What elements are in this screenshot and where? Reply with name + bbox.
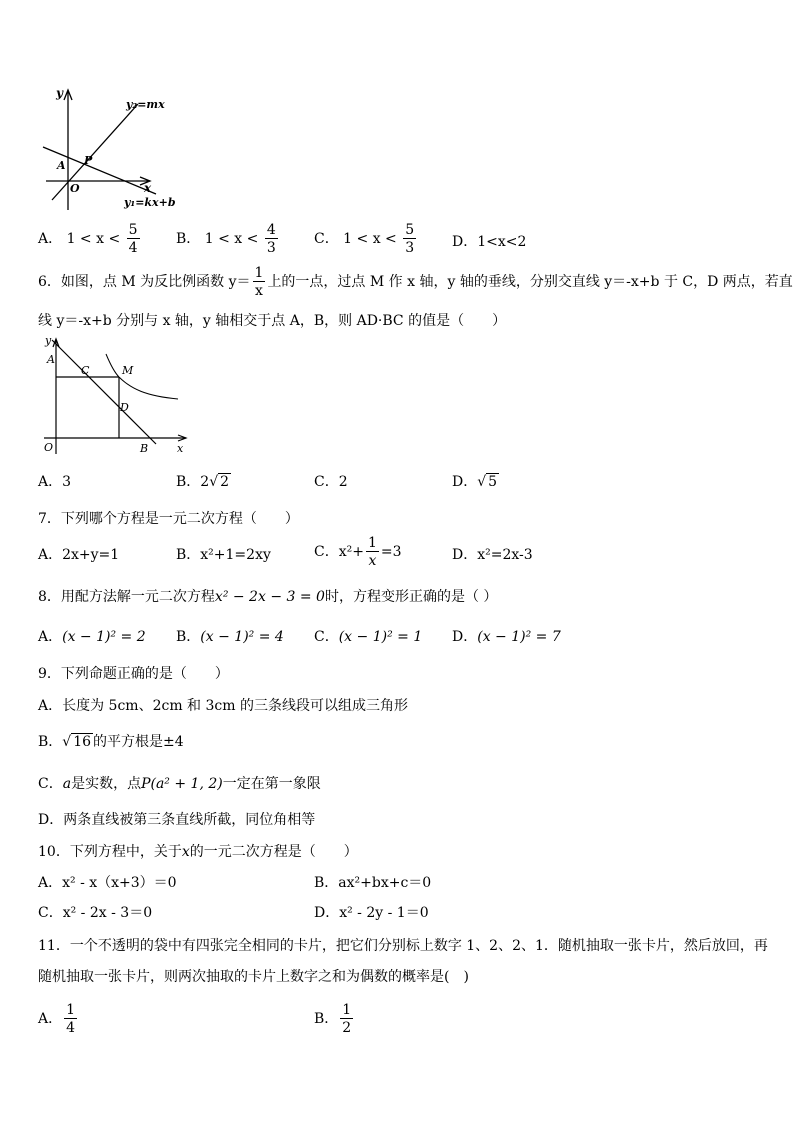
variable: x [181, 844, 190, 860]
q9-option-d: D．两条直线被第三条直线所截，同位角相等 [38, 812, 316, 828]
option-letter: B． [176, 629, 201, 645]
equation: (x − 1)² = 7 [477, 629, 561, 645]
numerator: 1 [367, 535, 377, 551]
q6-option-b [176, 473, 231, 491]
q7-option-c [314, 536, 402, 568]
q11-option-b [314, 1003, 355, 1035]
fraction [340, 1003, 353, 1035]
denominator: 4 [66, 1020, 76, 1036]
graph1-origin: O [70, 182, 80, 195]
denominator: x [368, 553, 377, 569]
option-letter: C． [38, 776, 63, 792]
q5-option-b [176, 223, 280, 255]
denominator: 3 [266, 240, 276, 256]
q6-option-c: C．2 [314, 474, 348, 490]
q11-stem-line1: 11．一个不透明的袋中有四张完全相同的卡片，把它们分别标上数字 1、2、2、1．随机抽取一张卡片，然后放回，再 [38, 938, 768, 954]
q10-option-c: C．x² - 2x - 3＝0 [38, 905, 153, 921]
q8-option-a [38, 628, 146, 646]
option-letter: B． [176, 231, 201, 247]
q6-option-a: A．3 [38, 474, 72, 490]
denominator: 4 [128, 240, 138, 256]
q8-stem [38, 588, 497, 606]
denominator: x [255, 283, 263, 299]
option-letter: A． [38, 231, 63, 247]
point-expression: P(a² + 1, 2) [141, 776, 223, 792]
q10-option-a: A．x² - x（x+3）＝0 [38, 875, 177, 891]
graph2-origin: O [44, 441, 54, 454]
fraction [64, 1003, 77, 1035]
option-text: 1 < x < [204, 231, 259, 247]
option-text: 1 < x < [66, 231, 121, 247]
q10-option-d: D．x² - 2y - 1＝0 [314, 905, 429, 921]
graph1-y-label: y [56, 86, 63, 100]
stem-text: 时，方程变形正确的是（ ） [324, 589, 498, 605]
denominator: 2 [342, 1020, 352, 1036]
equation: x² − 2x − 3 = 0 [214, 589, 325, 605]
q10-stem [38, 843, 358, 861]
numerator: 4 [266, 222, 276, 238]
q5-graph [38, 82, 188, 212]
denominator: 3 [405, 240, 415, 256]
graph2-y-label: y [45, 334, 52, 347]
numerator: 1 [254, 265, 264, 281]
equation: (x − 1)² = 1 [338, 629, 423, 645]
sqrt: √ 16 [62, 734, 92, 750]
graph2-point-m: M [122, 364, 134, 377]
option-letter: B． [314, 1011, 339, 1027]
option-letter: B． [38, 734, 63, 750]
option-text: C．x²+ [314, 544, 364, 560]
q5-option-c [314, 223, 418, 255]
numerator: 5 [128, 222, 138, 238]
stem-text: 8．用配方法解一元二次方程 [38, 589, 215, 605]
option-text: 是实数，点 [71, 776, 142, 792]
sqrt: √ 5 [477, 474, 498, 490]
numerator: 5 [405, 222, 415, 238]
q6-stem-line1 [38, 266, 793, 298]
q8-option-c [314, 628, 422, 646]
option-text: B．2 [176, 474, 210, 490]
option-letter: C． [314, 231, 339, 247]
q6-stem-line2: 线 y＝-x+b 分别与 x 轴，y 轴相交于点 A，B，则 AD·BC 的值是（ ） [38, 313, 507, 329]
graph2-point-c: C [81, 364, 90, 377]
option-letter: A． [38, 1011, 63, 1027]
q9-option-b [38, 733, 184, 751]
graph1-point-a: A [57, 159, 66, 172]
stem-text: 10．下列方程中，关于 [38, 844, 182, 860]
equation: (x − 1)² = 4 [200, 629, 284, 645]
q11-option-a [38, 1003, 79, 1035]
q6-option-d [452, 473, 499, 491]
option-text: 1 < x < [343, 231, 397, 247]
numerator: 1 [342, 1002, 352, 1018]
q8-option-d [452, 628, 561, 646]
fraction [253, 266, 266, 298]
graph2-point-d: D [120, 401, 129, 414]
q10-option-b: B．ax²+bx+c＝0 [314, 875, 432, 891]
q7-option-b: B．x²+1=2xy [176, 547, 271, 563]
option-letter: D． [452, 474, 478, 490]
q9-stem: 9．下列命题正确的是（ ） [38, 666, 229, 682]
option-text: 一定在第一象限 [222, 776, 321, 792]
graph2-point-a: A [47, 353, 55, 366]
graph2-x-label: x [177, 442, 184, 455]
q5-option-d [452, 233, 526, 251]
q8-option-b [176, 628, 284, 646]
fraction [366, 536, 379, 568]
option-letter: D． [452, 629, 478, 645]
radicand: 2 [220, 474, 230, 490]
graph2-point-b: B [140, 442, 149, 455]
q9-option-a: A．长度为 5cm、2cm 和 3cm 的三条线段可以组成三角形 [38, 698, 408, 714]
option-text: 的平方根是±4 [93, 734, 184, 750]
fraction [265, 223, 278, 255]
option-text: =3 [380, 544, 402, 560]
stem-text: 6．如图，点 M 为反比例函数 y＝ [38, 274, 251, 290]
q7-option-a: A．2x+y=1 [38, 547, 120, 563]
fraction [127, 223, 140, 255]
q7-stem: 7．下列哪个方程是一元二次方程（ ） [38, 511, 299, 527]
q6-graph [36, 334, 196, 458]
q9-option-c [38, 775, 321, 793]
q7-option-d: D．x²=2x-3 [452, 547, 533, 563]
radicand: 16 [73, 734, 92, 750]
sqrt: √ 2 [209, 474, 230, 490]
numerator: 1 [66, 1002, 76, 1018]
equation: (x − 1)² = 2 [62, 629, 146, 645]
variable: a [62, 776, 72, 792]
stem-text: 上的一点，过点 M 作 x 轴，y 轴的垂线，分别交直线 y＝-x+b 于 C，D 两点，若直 [267, 274, 793, 290]
graph1-line2-label: y₂=mx [126, 98, 165, 111]
q5-option-a [38, 223, 142, 255]
option-letter: A． [38, 629, 63, 645]
option-letter: D． [452, 234, 478, 250]
graph1-x-label: x [144, 181, 152, 195]
fraction [403, 223, 416, 255]
option-text: 1<x<2 [477, 234, 527, 250]
q11-stem-line2: 随机抽取一张卡片，则两次抽取的卡片上数字之和为偶数的概率是( ) [38, 969, 469, 985]
graph1-point-p: P [84, 154, 93, 167]
option-letter: C． [314, 629, 339, 645]
stem-text: 的一元二次方程是（ ） [189, 844, 358, 860]
radicand: 5 [488, 474, 498, 490]
graph1-line1-label: y₁=kx+b [124, 196, 176, 209]
